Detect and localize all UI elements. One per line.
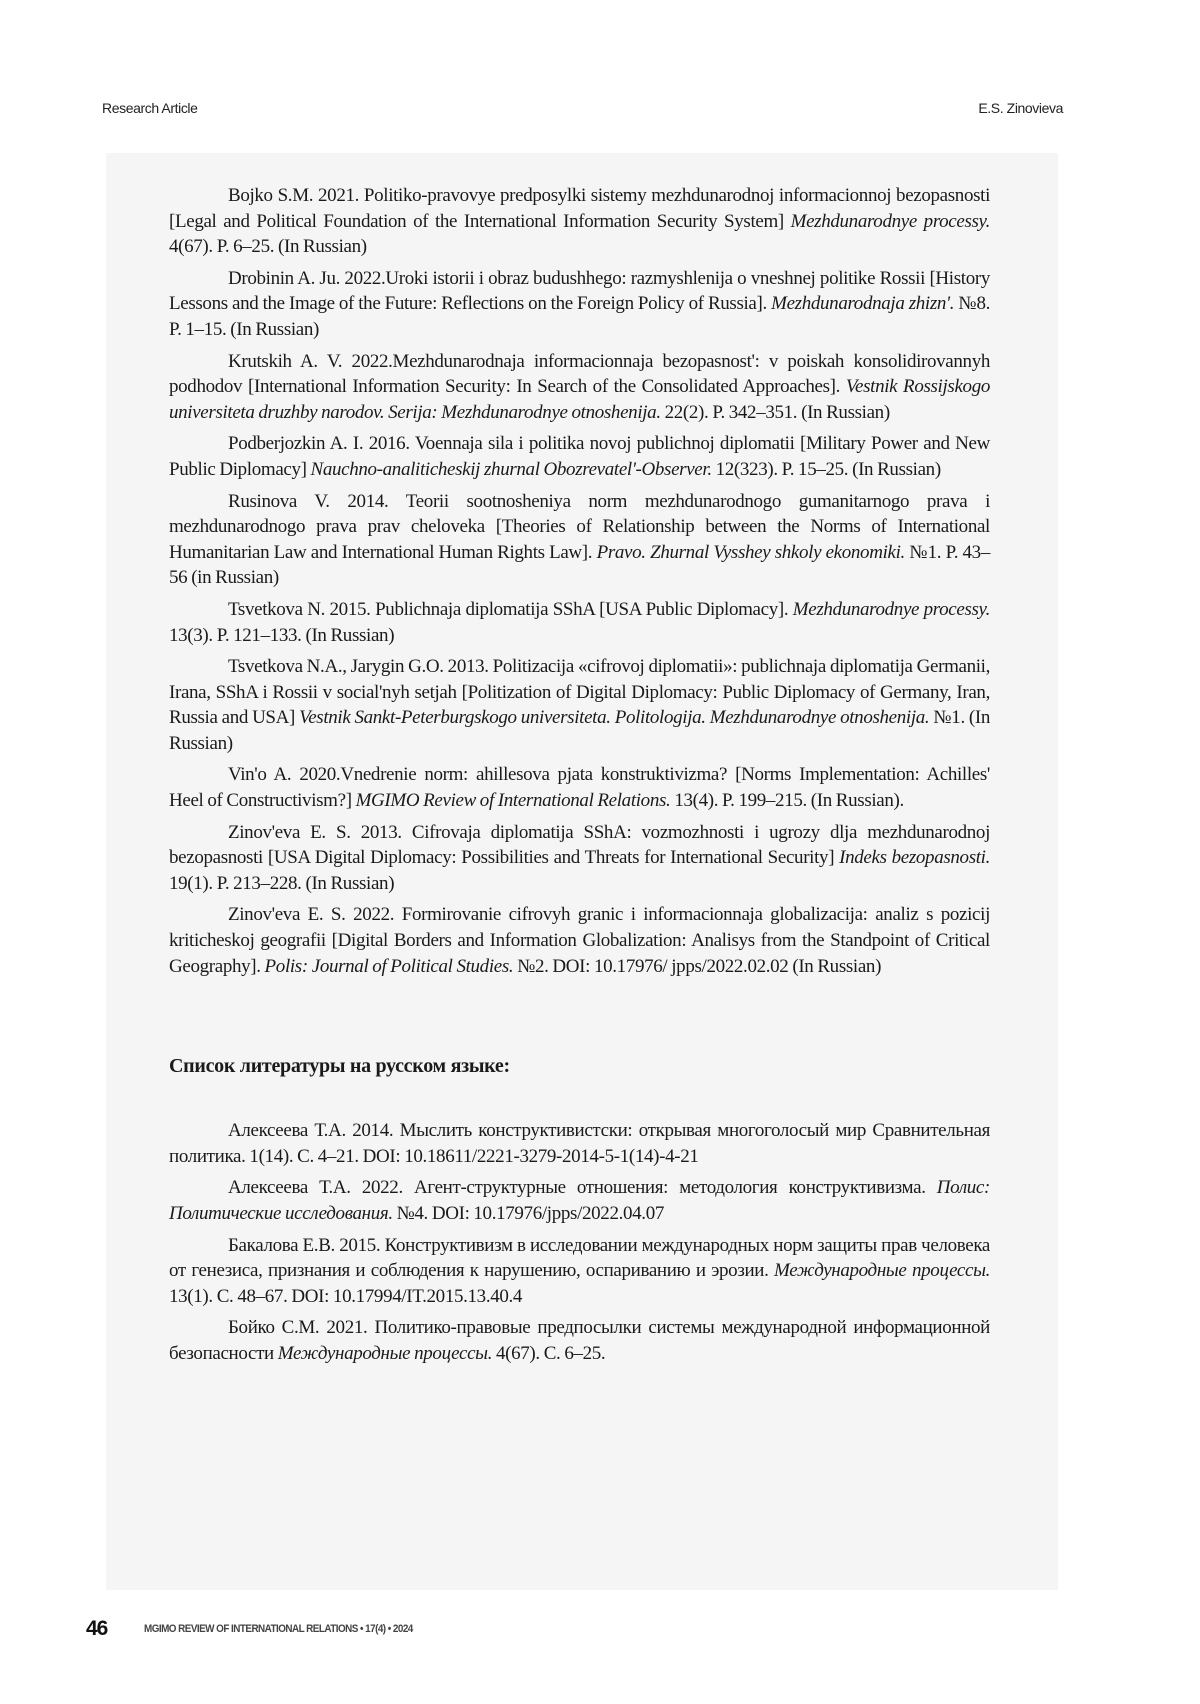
reference-text: Алексеева Т.А. 2014. Мыслить конструктивистски: открывая многоголосый мир Сравнительная политика. 1(14). С. 4–21. DOI: 10.18611/2221-3279-2014-5-1(14)-4-21 (169, 1120, 990, 1167)
reference-entry (169, 1315, 990, 1366)
reference-text: Алексеева Т.А. 2022. Агент-структурные отношения: методология конструктивиз­ма. (228, 1177, 937, 1198)
reference-text: Tsvetkova N.A., Jarygin G.O. 2013. Politizacija «cifrovoj diplomatii»: publichnaja diplo­matija Germanii, Irana, SShA i Rossii v social'nyh setjah [Politization of Digital Diplomacy: Public Diplomacy of Germany, Iran, Russia and USA] (169, 656, 990, 728)
reference-entry (169, 654, 990, 756)
reference-text: Podberjozkin A. I. 2016. Voennaja sila i politika novoj publichnoj diplomatii [Military Power and New Public Diplomacy] (169, 433, 990, 480)
reference-text: 13(3). P. 121–133. (In Russian) (169, 625, 394, 646)
reference-entry (169, 431, 990, 482)
reference-source: Nauchno-analiticheskij zhurnal Obozrevatel'-Observ­er. (311, 459, 712, 480)
reference-text: 22(2). P. 342–351. (In Russian) (661, 402, 890, 423)
reference-text: №1. P. 43–56 (in Russian) (169, 542, 990, 589)
reference-entry (169, 1175, 990, 1226)
reference-text: Бойко С.М. 2021. Политико-правовые предпосылки системы международной ин­формационной безопасности (169, 1317, 990, 1364)
russian-references-heading: Список литературы на русском языке: (169, 1055, 990, 1078)
references-russian (169, 1118, 990, 1366)
reference-source: Polis: Journal of Political Studies. (265, 956, 514, 977)
reference-entry (169, 489, 990, 591)
references-english (169, 183, 990, 979)
reference-text: Bojko S.M. 2021. Politiko-pravovye predposylki sistemy mezhdunarodnoj informacionnoj bezopasnosti [Legal and Political Foundation of the International Information Security System] (169, 185, 990, 232)
reference-text: 13(1). С. 48–67. DOI: 10.17994/IT.2015.13.40.4 (169, 1286, 522, 1307)
reference-source: MGIMO Review of International Relations. (356, 790, 671, 811)
reference-text: 12(323). P. 15–25. (In Russian) (712, 459, 941, 480)
reference-text: №8. P. 1–15. (In Russian) (169, 293, 990, 340)
page-number: 46 (86, 1617, 107, 1641)
reference-source: Vestnik Rossijskogo universiteta druzhby narodov. Serija: Mezhdunarodnye otnosheni­ja. (169, 376, 990, 423)
reference-source: Международные процессы. (774, 1260, 990, 1281)
reference-text: №1. (In Russian) (169, 707, 990, 754)
reference-entry (169, 183, 990, 260)
reference-text: Бакалова Е.В. 2015. Конструктивизм в исследовании международных норм защиты прав человека от генезиса, признания и соблюдения к нарушению, оспариванию и эро­зии. (169, 1235, 990, 1282)
reference-text: 19(1). P. 213–228. (In Russian) (169, 873, 394, 894)
reference-entry (169, 1118, 990, 1169)
reference-text: 4(67). С. 6–25. (492, 1343, 605, 1364)
reference-source: Международные процессы. (278, 1343, 492, 1364)
reference-text: Rusinova V. 2014. Teorii sootnosheniya norm mezhdunarodnogo gumanitarnogo prava i mezhdunarodnogo prava prav cheloveka [Theories of Relationship between the Norms of In­ternational Humanitarian Law and International Human Rights Law]. (169, 491, 990, 563)
reference-text: №4. DOI: 10.17976/jpps/2022.04.07 (393, 1203, 664, 1224)
reference-source: Mezhdun­arodnye processy. (793, 599, 990, 620)
reference-text: Zinov'eva E. S. 2022. Formirovanie cifrovyh granic i informacionnaja globalizacija: analiz s pozicij kriticheskoj geografii [Digital Borders and Information Globalization: Analisys from the Standpoint of Critical Geography]. (169, 904, 990, 976)
references-content (169, 183, 990, 1373)
reference-source: Mezhdunarodnye processy. (791, 211, 990, 232)
reference-text: Vin'o A. 2020.Vnedrenie norm: ahillesova pjata konstruktivizma? [Norms Implemen­tation: Achilles' Heel of Constructivism?] (169, 764, 990, 811)
reference-source: Indeks bezopasnosti. (839, 847, 990, 868)
reference-source: Pravo. Zhurnal Vysshey shkoly ekonomiki. (597, 542, 905, 563)
reference-source: Mezhdunarodnaja zhizn'. (771, 293, 954, 314)
running-header-section: Research Article (102, 100, 198, 116)
reference-text: Krutskih A. V. 2022.Mezhdunarodnaja informacionnaja bezopasnost': v poiskah konso­lidirovannyh podhodov [International Information Security: In Search of the Consolidated Ap­proaches]. (169, 351, 990, 398)
reference-text: 13(4). P. 199–215. (In Russian). (670, 790, 903, 811)
reference-text: 4(67). P. 6–25. (In Russian) (169, 236, 367, 257)
reference-entry (169, 1233, 990, 1310)
reference-entry (169, 349, 990, 426)
reference-text: Drobinin A. Ju. 2022.Uroki istorii i obraz budushhego: razmyshlenija o vneshnej politike Rossii [History Lessons and the Image of the Future: Reflections on the Foreign Policy of Rus­sia]. (169, 268, 990, 315)
journal-footer: MGIMO REVIEW OF INTERNATIONAL RELATIONS • 17(4) • 2024 (144, 1623, 413, 1635)
reference-entry (169, 820, 990, 897)
reference-text: Zinov'eva E. S. 2013. Cifrovaja diplomatija SShA: vozmozhnosti i ugrozy dlja mezhdun­arodnoj bezopasnosti [USA Digital Diplomacy: Possibilities and Threats for International Secu­rity] (169, 822, 990, 869)
reference-entry (169, 597, 990, 648)
reference-source: Vestnik Sankt-Peterburgskogo universite­ta. Politologija. Mezhdunarodnye otnoshenija. (299, 707, 929, 728)
running-header-author: E.S. Zinovieva (978, 100, 1063, 116)
reference-entry (169, 762, 990, 813)
reference-source: Полис: Политические исследования. (169, 1177, 990, 1224)
reference-entry (169, 266, 990, 343)
reference-text: Tsvetkova N. 2015. Publichnaja diplomatija SShA [USA Public Diplomacy]. (228, 599, 793, 620)
reference-text: №2. DOI: 10.17976/ jpps/2022.02.02 (In Russian) (513, 956, 881, 977)
reference-entry (169, 902, 990, 979)
